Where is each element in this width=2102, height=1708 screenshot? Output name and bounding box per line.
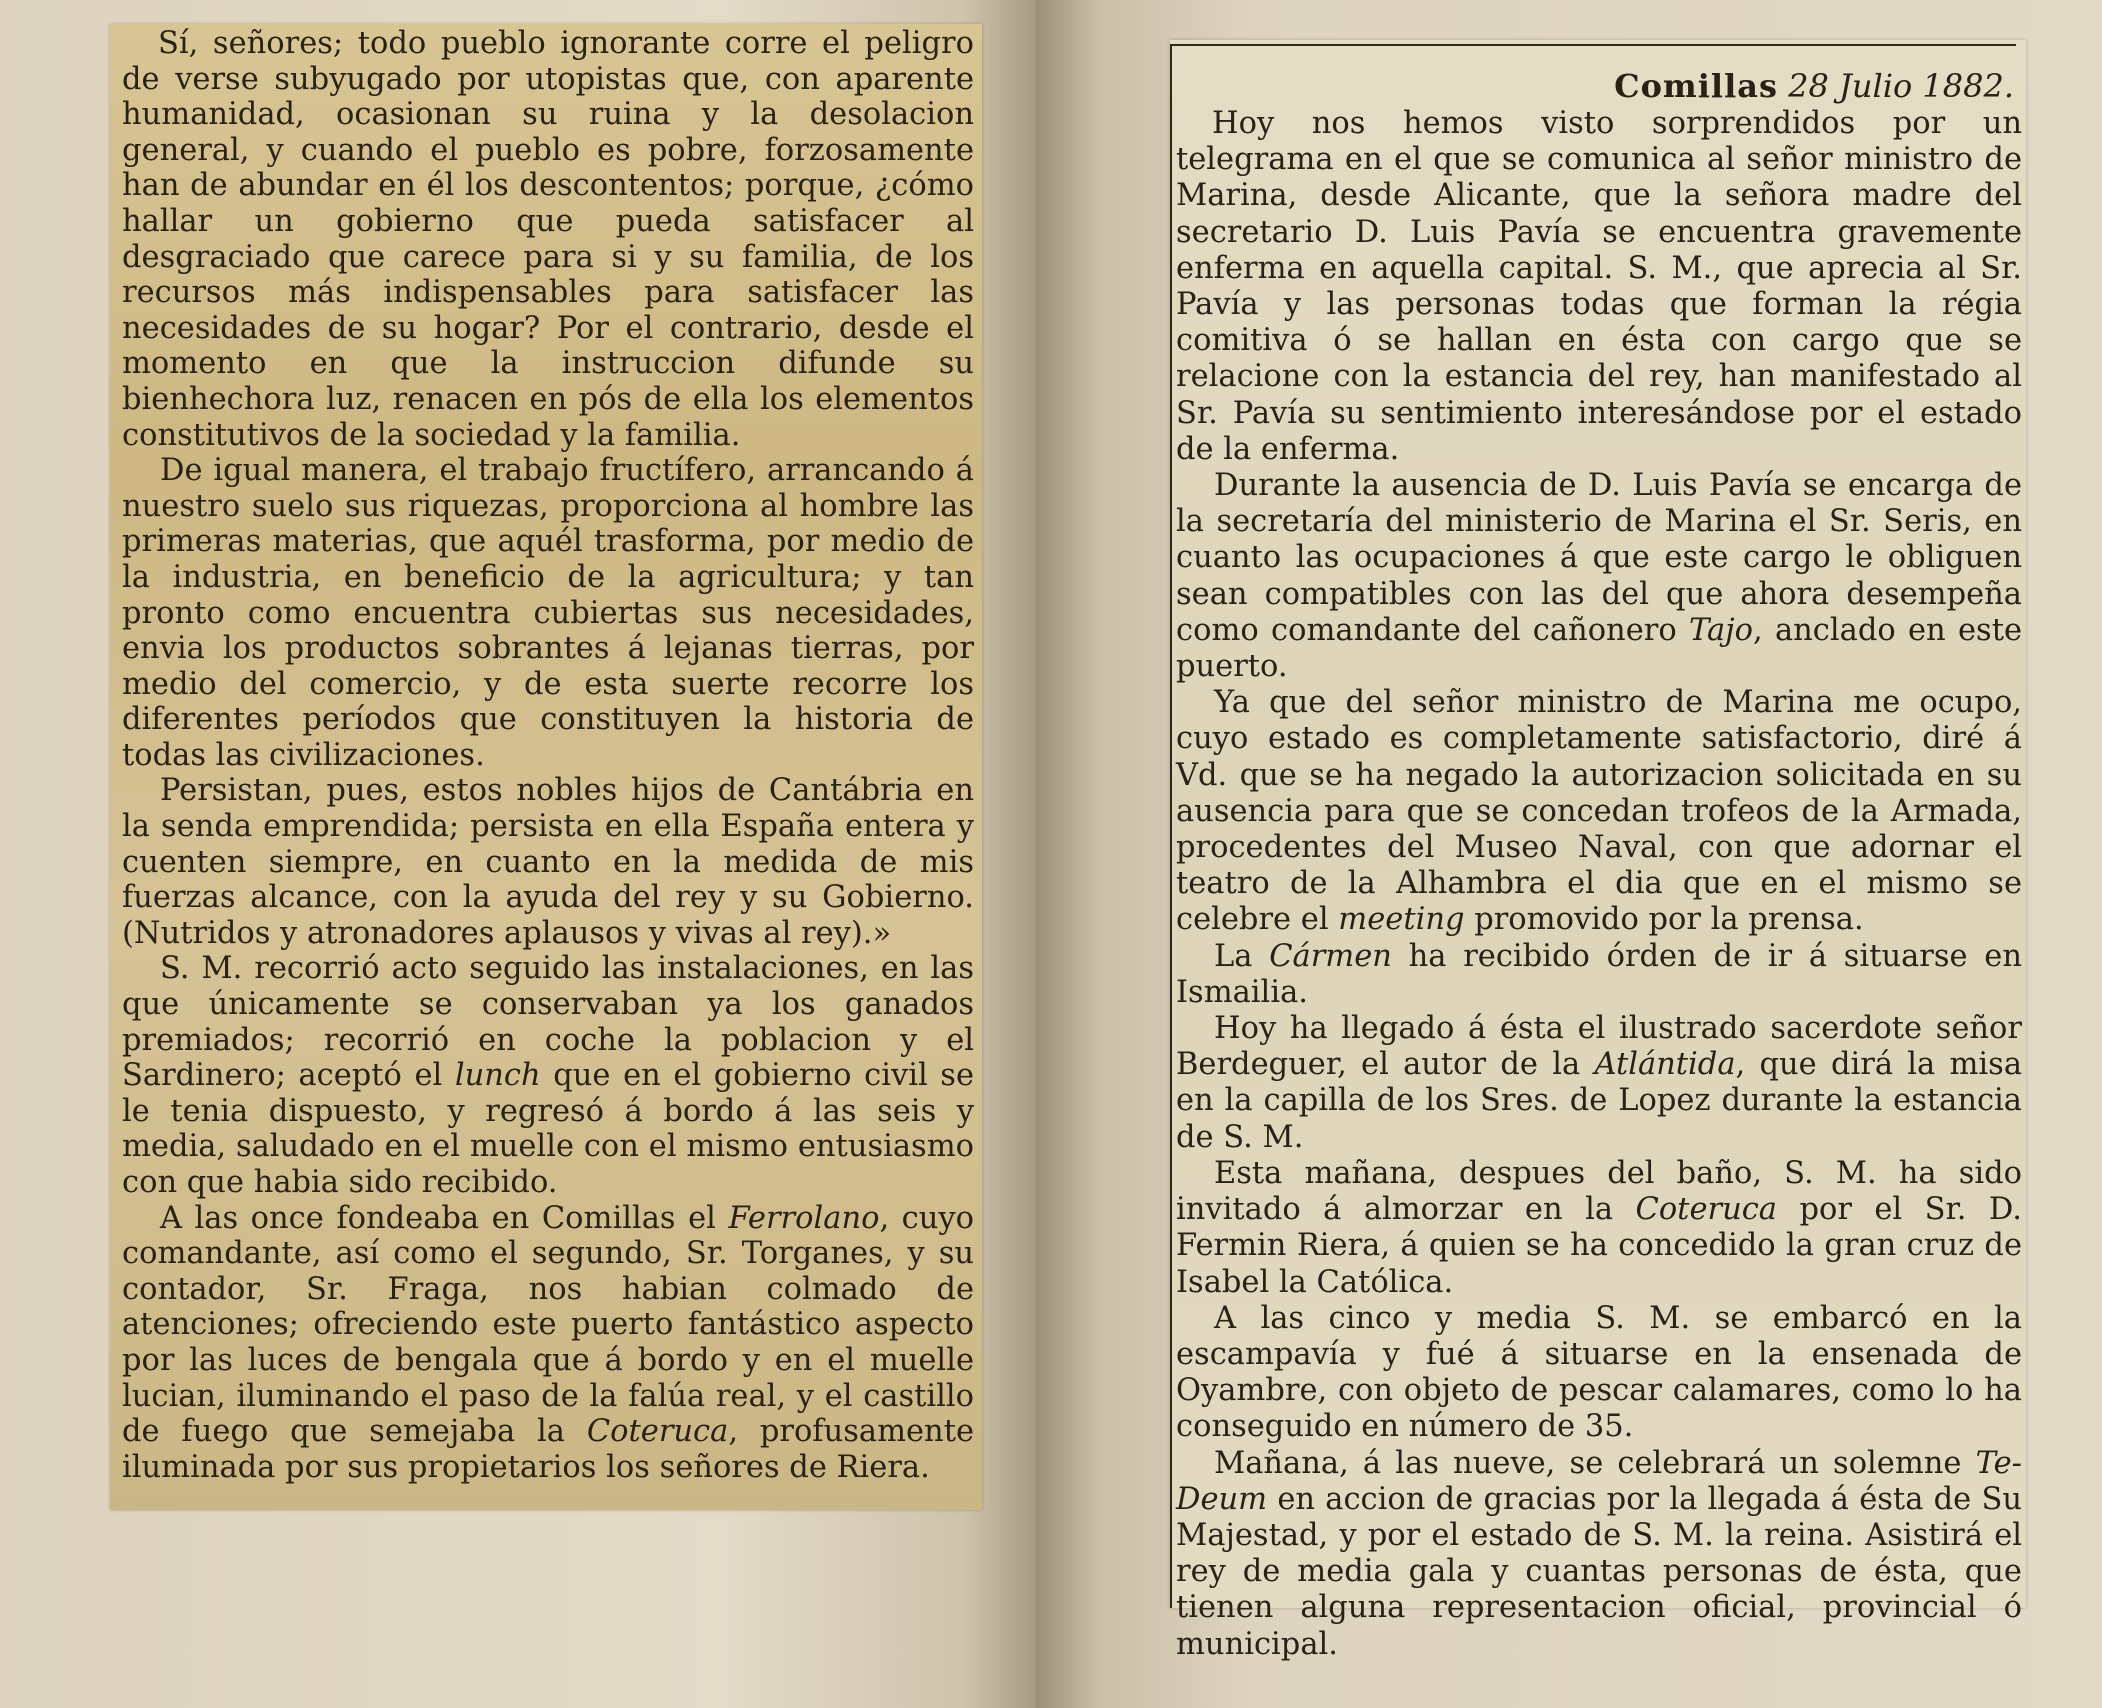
- text-run: en accion de gracias por la llegada á ésta de Su Majestad, y por el estado de S. M. la reina. Asistirá el rey de media gala y cuantas personas de ésta, que tienen alguna representacion oficial, provincial ó municipal.: [1176, 1481, 2022, 1662]
- paragraph: [1176, 685, 2022, 938]
- text-run: Hoy nos hemos visto sorprendidos por un telegrama en el que se comunica al señor ministro de Marina, desde Alicante, que la señora madre del secretario D. Luis Pavía se encuentra gravemente enferma en aquella capital. S. M., que aprecia al Sr. Pavía y las personas todas que forman la régia comitiva ó se hallan en ésta con cargo que se relacione con la estancia del rey, han manifestado al Sr. Pavía su sentimiento interesándose por el estado de la enferma.: [1176, 106, 2022, 467]
- dateline-place: Comillas: [1614, 67, 1778, 105]
- text-run: , anclado en este puerto.: [1176, 612, 2022, 685]
- paragraph: [122, 26, 974, 453]
- paragraph: [1176, 106, 2022, 468]
- paragraph: [1176, 468, 2022, 685]
- italic-text: Te-Deum: [1176, 1445, 2022, 1517]
- clipping-border-left: [1170, 46, 1172, 1608]
- text-run: Sí, señores; todo pueblo ignorante corre el peligro de verse subyugado por utopistas que, con aparente humanidad, ocasionan su ruina y la desolacion general, y cuando el pueblo es pobre, forzosamente han de abundar en él los descontentos; porque, ¿cómo hallar un gobierno que pueda satisfacer al desgraciado que carece para si y su familia, de los recursos más indispensables para satisfacer las necesidades de su hogar? Por el contrario, desde el momento en que la instruccion difunde su bienhechora luz, renacen en pós de ella los elementos constitutivos de la sociedad y la familia.: [122, 26, 974, 453]
- text-run: La: [1214, 938, 1270, 974]
- text-run: A las once fondeaba en Comillas el: [160, 1200, 729, 1236]
- text-run: Ya que del señor ministro de Marina me ocupo, cuyo estado es completamente satisfactorio, diré á Vd. que se ha negado la autorizacion solicitada en su ausencia para que se concedan trofeos de la Armada, procedentes del Museo Naval, con que adornar el teatro de la Alhambra el dia que en el mismo se celebre el: [1176, 685, 2022, 938]
- paragraph: [122, 1201, 974, 1486]
- paragraph: [1176, 1446, 2022, 1663]
- text-run: que en el gobierno civil se le tenia dispuesto, y regresó á bordo á las seis y media, saludado en el muelle con el mismo entusiasmo con que habia sido recibido.: [122, 1058, 975, 1200]
- text-run: De igual manera, el trabajo fructífero, arrancando á nuestro suelo sus riquezas, proporciona al hombre las primeras materias, que aquél trasforma, por medio de la industria, en beneficio de la agricultura; y tan pronto como encuentra cubiertas sus necesidades, envia los productos sobrantes á lejanas tierras, por medio del comercio, y de esta suerte recorre los diferentes períodos que constituyen la historia de todas las civilizaciones.: [122, 453, 974, 773]
- text-run: S. M. recorrió acto seguido las instalaciones, en las que únicamente se conservaban ya los ganados premiados; recorrió en coche la poblacion y el Sardinero; aceptó el: [122, 951, 974, 1094]
- italic-text: Atlántida: [1594, 1047, 1736, 1083]
- text-run: Mañana, á las nueve, se celebrará un solemne: [1214, 1445, 1976, 1481]
- italic-text: Coteruca: [1635, 1192, 1777, 1228]
- text-run: por el Sr. D. Fermin Riera, á quien se ha concedido la gran cruz de Isabel la Católica.: [1176, 1192, 2022, 1300]
- text-run: promovido por la prensa.: [1464, 902, 1864, 938]
- italic-text: Tajo: [1689, 612, 1753, 648]
- text-run: Esta mañana, despues del baño, S. M. ha sido invitado á almorzar en la: [1176, 1155, 2022, 1228]
- italic-text: Coteruca: [586, 1414, 729, 1450]
- left-article-text: [122, 26, 974, 1485]
- text-run: , profusamente iluminada por sus propietarios los señores de Riera.: [122, 1414, 974, 1485]
- italic-text: lunch: [454, 1058, 541, 1094]
- paragraph: [122, 951, 974, 1200]
- italic-text: Cármen: [1269, 938, 1392, 974]
- text-run: A las cinco y media S. M. se embarcó en la escampavía y fué á situarse en la ensenada de Oyambre, con objeto de pescar calamares, como lo ha conseguido en número de 35.: [1176, 1300, 2022, 1445]
- paragraph: [1176, 1156, 2022, 1301]
- dateline-date: 28 Julio 1882.: [1788, 67, 2014, 105]
- text-run: ha recibido órden de ir á situarse en Ismailia.: [1176, 938, 2022, 1010]
- paragraph: [1176, 1011, 2022, 1156]
- text-run: Persistan, pues, estos nobles hijos de Cantábria en la senda emprendida; persista en ella España entera y cuenten siempre, en cuanto en la medida de mis fuerzas alcance, con la ayuda del rey y su Gobierno. (Nutridos y atronadores aplausos y vivas al rey).»: [122, 773, 974, 951]
- text-run: Hoy ha llegado á ésta el ilustrado sacerdote señor Berdeguer, el autor de la: [1176, 1011, 2022, 1083]
- text-run: Durante la ausencia de D. Luis Pavía se encarga de la secretaría del ministerio de Marina el Sr. Seris, en cuanto las ocupaciones á que este cargo le obliguen sean compatibles con las del que ahora desempeña como comandante del cañonero: [1176, 468, 2022, 648]
- text-run: , cuyo comandante, así como el segundo, Sr. Torganes, y su contador, Sr. Fraga, nos habian colmado de atenciones; ofreciendo este puerto fantástico aspecto por las luces de bengala que á bordo y en el muelle lucian, iluminando el paso de la falúa real, y el castillo de fuego que semejaba la: [122, 1200, 974, 1450]
- clipping-border-top: [1170, 44, 2016, 46]
- right-article-text: [1176, 66, 2022, 1663]
- paragraph: [122, 453, 974, 773]
- italic-text: meeting: [1338, 902, 1465, 938]
- text-run: , que dirá la misa en la capilla de los Sres. de Lopez durante la estancia de S. M.: [1176, 1047, 2022, 1155]
- italic-text: Ferrolano: [728, 1200, 880, 1236]
- paragraph: [122, 773, 974, 951]
- paragraph: [1176, 939, 2022, 1011]
- dateline: [1176, 66, 2014, 106]
- paragraph: [1176, 1301, 2022, 1446]
